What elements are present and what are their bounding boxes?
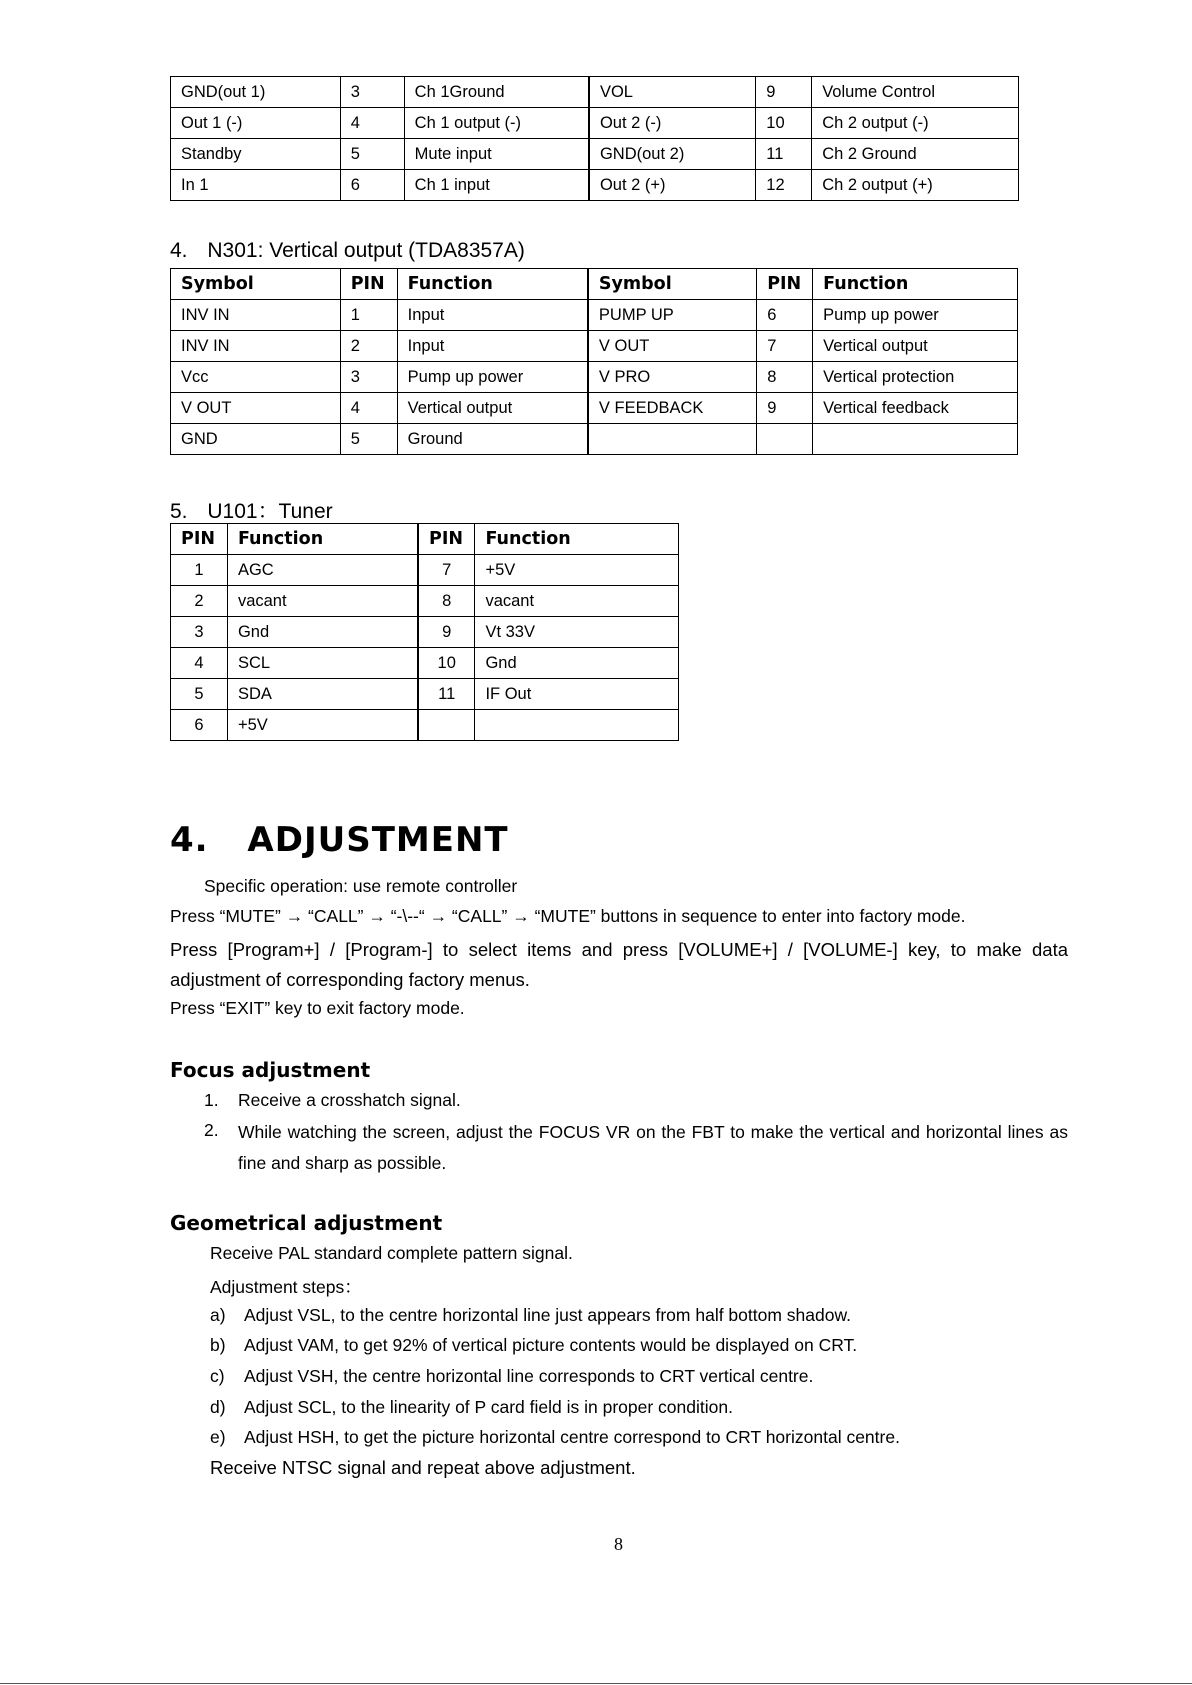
cell	[475, 710, 679, 741]
table-row	[171, 108, 1019, 139]
table-row	[171, 679, 679, 710]
n301-pin-table	[170, 268, 1018, 455]
cell: 1	[340, 300, 397, 331]
focus-step-2	[204, 1120, 219, 1141]
geometry-intro: Receive PAL standard complete pattern signal.	[210, 1243, 573, 1263]
cell: Standby	[171, 139, 341, 170]
u101-heading	[170, 495, 333, 525]
table-row	[171, 300, 1018, 331]
cell	[588, 424, 757, 455]
table-row	[171, 555, 679, 586]
section-title: U101：Tuner	[207, 500, 333, 523]
table-row	[171, 170, 1019, 201]
adjustment-heading	[170, 820, 509, 860]
n301-heading	[170, 239, 525, 263]
cell: Ch 2 output (+)	[812, 170, 1019, 201]
page-number: 8	[614, 1534, 623, 1554]
geometry-step-a	[210, 1305, 852, 1326]
geometry-step-d	[210, 1397, 733, 1418]
cell: 9	[757, 393, 813, 424]
factory-mode-entry-text: Press “MUTE” → “CALL” → “-\--“ → “CALL” → “MUTE” buttons in sequence to enter into factory mode.	[170, 906, 966, 926]
cell: 10	[418, 648, 475, 679]
cell: 4	[340, 393, 397, 424]
table-row	[171, 586, 679, 617]
cell: 9	[418, 617, 475, 648]
cell: Out 2 (+)	[589, 170, 756, 201]
column-header: Function	[813, 269, 1018, 300]
cell: Vt 33V	[475, 617, 679, 648]
cell: 11	[418, 679, 475, 710]
cell: SCL	[227, 648, 418, 679]
column-header: Function	[227, 524, 418, 555]
table-row	[171, 424, 1018, 455]
table-header-row	[171, 524, 679, 555]
geometry-steps-label: Adjustment steps：	[210, 1277, 362, 1297]
chapter-number: 4.	[170, 820, 209, 860]
step-text: Adjust HSH, to get the picture horizontal centre correspond to CRT horizontal centre.	[244, 1427, 900, 1447]
cell	[813, 424, 1018, 455]
section-number: 5.	[170, 500, 188, 523]
factory-menu-adjust-text: Press [Program+] / [Program-] to select items and press [VOLUME+] / [VOLUME-] key, to make data adjustment of corresponding factory menus.	[170, 939, 1068, 990]
cell	[757, 424, 813, 455]
adjustment-intro: Specific operation: use remote controller	[204, 876, 518, 896]
page-bottom-divider	[0, 1683, 1192, 1684]
cell: 4	[340, 108, 404, 139]
cell: 4	[171, 648, 228, 679]
cell: Out 1 (-)	[171, 108, 341, 139]
cell: 6	[171, 710, 228, 741]
geometry-step-b	[210, 1335, 858, 1356]
cell: GND	[171, 424, 341, 455]
table-header-row	[171, 269, 1018, 300]
cell: IF Out	[475, 679, 679, 710]
step-letter: b)	[210, 1335, 226, 1355]
step-text: Receive a crosshatch signal.	[238, 1090, 461, 1110]
cell: 10	[756, 108, 812, 139]
cell: vacant	[475, 586, 679, 617]
cell: 7	[757, 331, 813, 362]
cell: 3	[171, 617, 228, 648]
cell: 12	[756, 170, 812, 201]
table-row	[171, 362, 1018, 393]
cell: 6	[757, 300, 813, 331]
column-header: Symbol	[588, 269, 757, 300]
cell: Volume Control	[812, 77, 1019, 108]
cell: 3	[340, 362, 397, 393]
cell: Out 2 (-)	[589, 108, 756, 139]
focus-step-1	[204, 1090, 461, 1111]
cell: 9	[756, 77, 812, 108]
column-header: PIN	[757, 269, 813, 300]
cell: GND(out 2)	[589, 139, 756, 170]
cell: Ch 1 input	[404, 170, 589, 201]
cell: Pump up power	[813, 300, 1018, 331]
cell: Vertical output	[813, 331, 1018, 362]
cell: Pump up power	[397, 362, 588, 393]
cell: AGC	[227, 555, 418, 586]
table-row	[171, 648, 679, 679]
amp-pin-table	[170, 76, 1019, 201]
cell: V FEEDBACK	[588, 393, 757, 424]
u101-pin-table	[170, 523, 679, 741]
cell: Vcc	[171, 362, 341, 393]
table-row	[171, 393, 1018, 424]
cell: GND(out 1)	[171, 77, 341, 108]
cell: V OUT	[588, 331, 757, 362]
cell: 3	[340, 77, 404, 108]
cell: SDA	[227, 679, 418, 710]
focus-adjustment-heading: Focus adjustment	[170, 1058, 371, 1082]
step-text: Adjust VSL, to the centre horizontal line just appears from half bottom shadow.	[244, 1305, 852, 1325]
cell: 6	[340, 170, 404, 201]
step-number: 1.	[204, 1090, 219, 1110]
cell: +5V	[227, 710, 418, 741]
cell: +5V	[475, 555, 679, 586]
step-text: Adjust VSH, the centre horizontal line corresponds to CRT vertical centre.	[244, 1366, 814, 1386]
cell: 1	[171, 555, 228, 586]
cell: 11	[756, 139, 812, 170]
cell: PUMP UP	[588, 300, 757, 331]
column-header: Function	[475, 524, 679, 555]
cell: vacant	[227, 586, 418, 617]
table-row	[171, 617, 679, 648]
section-title: N301: Vertical output (TDA8357A)	[207, 239, 525, 262]
step-text: Adjust SCL, to the linearity of P card field is in proper condition.	[244, 1397, 733, 1417]
geometrical-adjustment-heading: Geometrical adjustment	[170, 1211, 443, 1235]
cell: V OUT	[171, 393, 341, 424]
cell	[418, 710, 475, 741]
cell: Vertical output	[397, 393, 588, 424]
cell: Gnd	[227, 617, 418, 648]
cell: 8	[757, 362, 813, 393]
focus-step-2-text: While watching the screen, adjust the FOCUS VR on the FBT to make the vertical and horizontal lines as fine and sharp as possible.	[238, 1122, 1068, 1173]
factory-mode-exit-text: Press “EXIT” key to exit factory mode.	[170, 998, 465, 1018]
step-letter: a)	[210, 1305, 226, 1325]
cell: Ch 2 output (-)	[812, 108, 1019, 139]
cell: INV IN	[171, 300, 341, 331]
cell: Input	[397, 300, 588, 331]
cell: 7	[418, 555, 475, 586]
cell: 5	[340, 424, 397, 455]
cell: 8	[418, 586, 475, 617]
cell: 2	[340, 331, 397, 362]
cell: 5	[171, 679, 228, 710]
column-header: Symbol	[171, 269, 341, 300]
table-row	[171, 710, 679, 741]
cell: Vertical feedback	[813, 393, 1018, 424]
table-row	[171, 139, 1019, 170]
column-header: PIN	[418, 524, 475, 555]
cell: 5	[340, 139, 404, 170]
cell: Ch 1Ground	[404, 77, 589, 108]
geometry-step-e	[210, 1427, 900, 1448]
geometry-step-c	[210, 1366, 814, 1387]
step-letter: e)	[210, 1427, 226, 1447]
column-header: PIN	[171, 524, 228, 555]
table-row	[171, 77, 1019, 108]
cell: Mute input	[404, 139, 589, 170]
table-row	[171, 331, 1018, 362]
cell: Ch 2 Ground	[812, 139, 1019, 170]
geometry-outro: Receive NTSC signal and repeat above adjustment.	[210, 1457, 636, 1478]
cell: VOL	[589, 77, 756, 108]
section-number: 4.	[170, 239, 188, 262]
cell: INV IN	[171, 331, 341, 362]
step-text: Adjust VAM, to get 92% of vertical picture contents would be displayed on CRT.	[244, 1335, 858, 1355]
column-header: Function	[397, 269, 588, 300]
cell: In 1	[171, 170, 341, 201]
cell: Gnd	[475, 648, 679, 679]
cell: V PRO	[588, 362, 757, 393]
column-header: PIN	[340, 269, 397, 300]
cell: Input	[397, 331, 588, 362]
cell: 2	[171, 586, 228, 617]
step-letter: d)	[210, 1397, 226, 1417]
cell: Ch 1 output (-)	[404, 108, 589, 139]
step-letter: c)	[210, 1366, 225, 1386]
chapter-title: ADJUSTMENT	[247, 820, 509, 860]
cell: Vertical protection	[813, 362, 1018, 393]
cell: Ground	[397, 424, 588, 455]
step-number: 2.	[204, 1120, 219, 1140]
